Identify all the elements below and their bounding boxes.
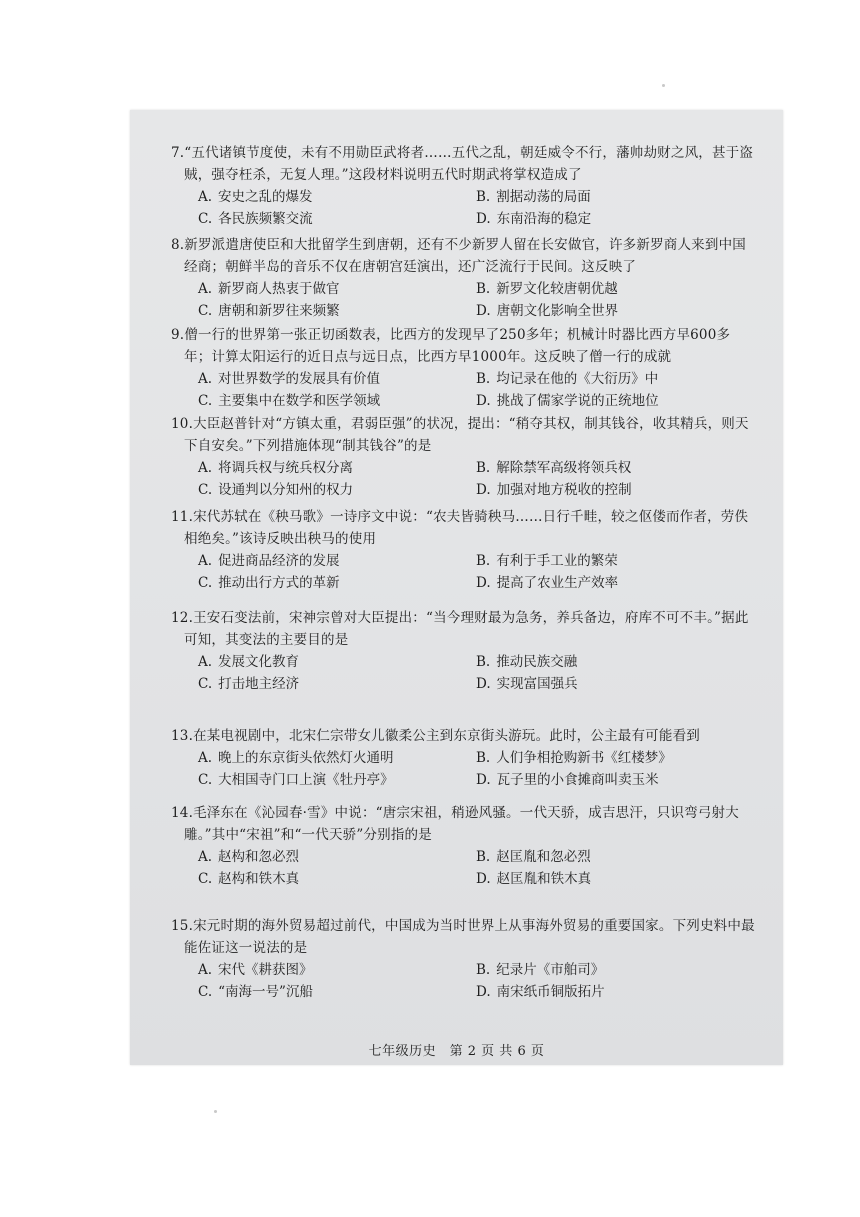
- option-text: 推动民族交融: [496, 654, 578, 670]
- option-text: 瓦子里的小食摊商叫卖玉米: [496, 772, 659, 788]
- question-11: [130, 506, 783, 594]
- option-b: [476, 368, 783, 390]
- option-d: [476, 981, 783, 1003]
- question-9: [130, 324, 783, 412]
- option-letter: D.: [476, 303, 491, 319]
- question-10: [130, 413, 783, 501]
- option-text: 均记录在他的《大衍历》中: [496, 371, 659, 387]
- option-letter: B.: [476, 371, 491, 387]
- option-a: [198, 457, 476, 479]
- option-a: [198, 368, 476, 390]
- option-text: 人们争相抢购新书《红楼梦》: [496, 750, 672, 766]
- question-13: [130, 725, 783, 791]
- option-d: [476, 572, 783, 594]
- option-text: 唐朝文化影响全世界: [496, 303, 619, 319]
- question-stem: 7.“五代诸镇节度使，未有不用勋臣武将者……五代之乱，朝廷威令不行，藩帅劫财之风，甚于盗贼，强夺枉杀，无复人理。”这段材料说明五代时期武将掌权造成了: [171, 145, 754, 183]
- option-letter: A.: [198, 654, 213, 670]
- option-letter: C.: [198, 984, 213, 1000]
- option-a: [198, 278, 476, 300]
- question-stem: 9.僧一行的世界第一张正切函数表，比西方的发现早了250多年；机械计时器比西方早600多年；计算太阳运行的近日点与远日点，比西方早1000年。这反映了僧一行的成就: [171, 327, 731, 365]
- option-d: [476, 208, 783, 230]
- option-letter: A.: [198, 849, 213, 865]
- option-letter: C.: [198, 393, 213, 409]
- dust-speck: [214, 1110, 217, 1113]
- option-text: 赵匡胤和铁木真: [496, 871, 592, 887]
- question-stem: 12.王安石变法前，宋神宗曾对大臣提出：“当今理财最为急务，养兵备边，府库不可不丰。”据此可知，其变法的主要目的是: [171, 610, 749, 648]
- option-b: [476, 747, 783, 769]
- option-text: “南海一号”沉船: [218, 984, 313, 1000]
- option-a: [198, 747, 476, 769]
- option-letter: B.: [476, 553, 491, 569]
- option-letter: C.: [198, 482, 213, 498]
- option-letter: D.: [476, 482, 491, 498]
- option-letter: D.: [476, 676, 491, 692]
- option-b: [476, 186, 783, 208]
- option-letter: C.: [198, 211, 213, 227]
- option-a: [198, 651, 476, 673]
- option-text: 赵匡胤和忽必烈: [496, 849, 591, 865]
- option-letter: A.: [198, 750, 213, 766]
- question-7: [130, 142, 783, 230]
- option-text: 有利于手工业的繁荣: [496, 553, 618, 569]
- options: [130, 278, 783, 322]
- option-text: 大相国寺门口上演《牡丹亭》: [218, 772, 394, 788]
- options: [130, 550, 783, 594]
- options: [130, 651, 783, 695]
- option-a: [198, 550, 476, 572]
- option-text: 对世界数学的发展具有价值: [218, 371, 381, 387]
- option-text: 打击地主经济: [218, 676, 300, 692]
- option-letter: A.: [198, 553, 213, 569]
- option-letter: D.: [476, 871, 491, 887]
- option-text: 唐朝和新罗往来频繁: [218, 303, 340, 319]
- question-12: [130, 607, 783, 695]
- option-letter: B.: [476, 460, 491, 476]
- option-a: [198, 846, 476, 868]
- option-text: 各民族频繁交流: [218, 211, 313, 227]
- option-text: 设通判以分知州的权力: [218, 482, 354, 498]
- option-b: [476, 846, 783, 868]
- option-c: [198, 673, 476, 695]
- option-text: 解除禁军高级将领兵权: [496, 460, 632, 476]
- option-c: [198, 479, 476, 501]
- question-stem: 13.在某电视剧中，北宋仁宗带女儿徽柔公主到东京街头游玩。此时，公主最有可能看到: [171, 728, 700, 744]
- option-text: 割据动荡的局面: [496, 189, 591, 205]
- option-c: [198, 300, 476, 322]
- option-letter: C.: [198, 303, 213, 319]
- option-letter: B.: [476, 849, 491, 865]
- option-letter: D.: [476, 984, 491, 1000]
- option-text: 实现富国强兵: [496, 676, 578, 692]
- option-text: 发展文化教育: [218, 654, 300, 670]
- option-letter: C.: [198, 676, 213, 692]
- option-text: 安史之乱的爆发: [218, 189, 313, 205]
- option-b: [476, 651, 783, 673]
- option-letter: C.: [198, 871, 213, 887]
- option-text: 促进商品经济的发展: [218, 553, 340, 569]
- option-d: [476, 390, 783, 412]
- option-text: 新罗商人热衷于做官: [218, 281, 340, 297]
- option-text: 赵构和铁木真: [218, 871, 300, 887]
- option-c: [198, 868, 476, 890]
- question-8: [130, 234, 783, 322]
- option-d: [476, 673, 783, 695]
- option-letter: A.: [198, 189, 213, 205]
- option-d: [476, 769, 783, 791]
- option-text: 加强对地方税收的控制: [496, 482, 632, 498]
- options: [130, 457, 783, 501]
- option-text: 东南沿海的稳定: [496, 211, 592, 227]
- option-letter: A.: [198, 460, 213, 476]
- option-text: 纪录片《市舶司》: [496, 962, 605, 978]
- options: [130, 186, 783, 230]
- option-d: [476, 479, 783, 501]
- option-text: 挑战了儒家学说的正统地位: [496, 393, 659, 409]
- option-letter: B.: [476, 281, 491, 297]
- option-text: 将调兵权与统兵权分离: [218, 460, 354, 476]
- options: [130, 747, 783, 791]
- option-a: [198, 959, 476, 981]
- option-c: [198, 769, 476, 791]
- options: [130, 846, 783, 890]
- option-c: [198, 981, 476, 1003]
- option-letter: C.: [198, 772, 213, 788]
- question-stem: 11.宋代苏轼在《秧马歌》一诗序文中说：“农夫皆骑秧马……日行千畦，较之伛偻而作者，劳佚相绝矣。”该诗反映出秧马的使用: [171, 509, 749, 547]
- option-c: [198, 572, 476, 594]
- option-letter: B.: [476, 750, 491, 766]
- option-b: [476, 959, 783, 981]
- option-text: 主要集中在数学和医学领域: [218, 393, 381, 409]
- option-text: 提高了农业生产效率: [496, 575, 619, 591]
- dust-speck: [662, 84, 665, 87]
- page-footer: 七年级历史 第 2 页 共 6 页: [368, 1044, 545, 1059]
- option-letter: A.: [198, 281, 213, 297]
- question-stem: 15.宋元时期的海外贸易超过前代，中国成为当时世界上从事海外贸易的重要国家。下列史料中最能佐证这一说法的是: [171, 918, 755, 956]
- option-b: [476, 457, 783, 479]
- option-text: 晚上的东京街头依然灯火通明: [218, 750, 394, 766]
- option-b: [476, 550, 783, 572]
- option-letter: B.: [476, 654, 491, 670]
- question-stem: 14.毛泽东在《沁园春·雪》中说：“唐宗宋祖，稍逊风骚。一代天骄，成吉思汗，只识弯弓射大雕。”其中“宋祖”和“一代天骄”分别指的是: [171, 805, 739, 843]
- exam-page: [130, 110, 783, 1065]
- question-stem: 10.大臣赵普针对“方镇太重，君弱臣强”的状况，提出：“稍夺其权，制其钱谷，收其精兵，则天下自安矣。”下列措施体现“制其钱谷”的是: [171, 416, 749, 454]
- option-text: 宋代《耕获图》: [218, 962, 313, 978]
- option-c: [198, 208, 476, 230]
- option-text: 推动出行方式的革新: [218, 575, 340, 591]
- option-b: [476, 278, 783, 300]
- option-letter: D.: [476, 393, 491, 409]
- option-text: 南宋纸币铜版拓片: [496, 984, 605, 1000]
- option-letter: D.: [476, 772, 491, 788]
- option-letter: D.: [476, 211, 491, 227]
- option-letter: B.: [476, 189, 491, 205]
- option-d: [476, 868, 783, 890]
- option-letter: C.: [198, 575, 213, 591]
- option-d: [476, 300, 783, 322]
- question-15: [130, 915, 783, 1003]
- option-letter: A.: [198, 962, 213, 978]
- option-letter: D.: [476, 575, 491, 591]
- option-letter: B.: [476, 962, 491, 978]
- option-a: [198, 186, 476, 208]
- option-letter: A.: [198, 371, 213, 387]
- options: [130, 368, 783, 412]
- question-stem: 8.新罗派遣唐使臣和大批留学生到唐朝，还有不少新罗人留在长安做官，许多新罗商人来到中国经商；朝鲜半岛的音乐不仅在唐朝宫廷演出，还广泛流行于民间。这反映了: [171, 237, 746, 275]
- option-c: [198, 390, 476, 412]
- options: [130, 959, 783, 1003]
- question-14: [130, 802, 783, 890]
- option-text: 新罗文化较唐朝优越: [496, 281, 618, 297]
- option-text: 赵构和忽必烈: [218, 849, 300, 865]
